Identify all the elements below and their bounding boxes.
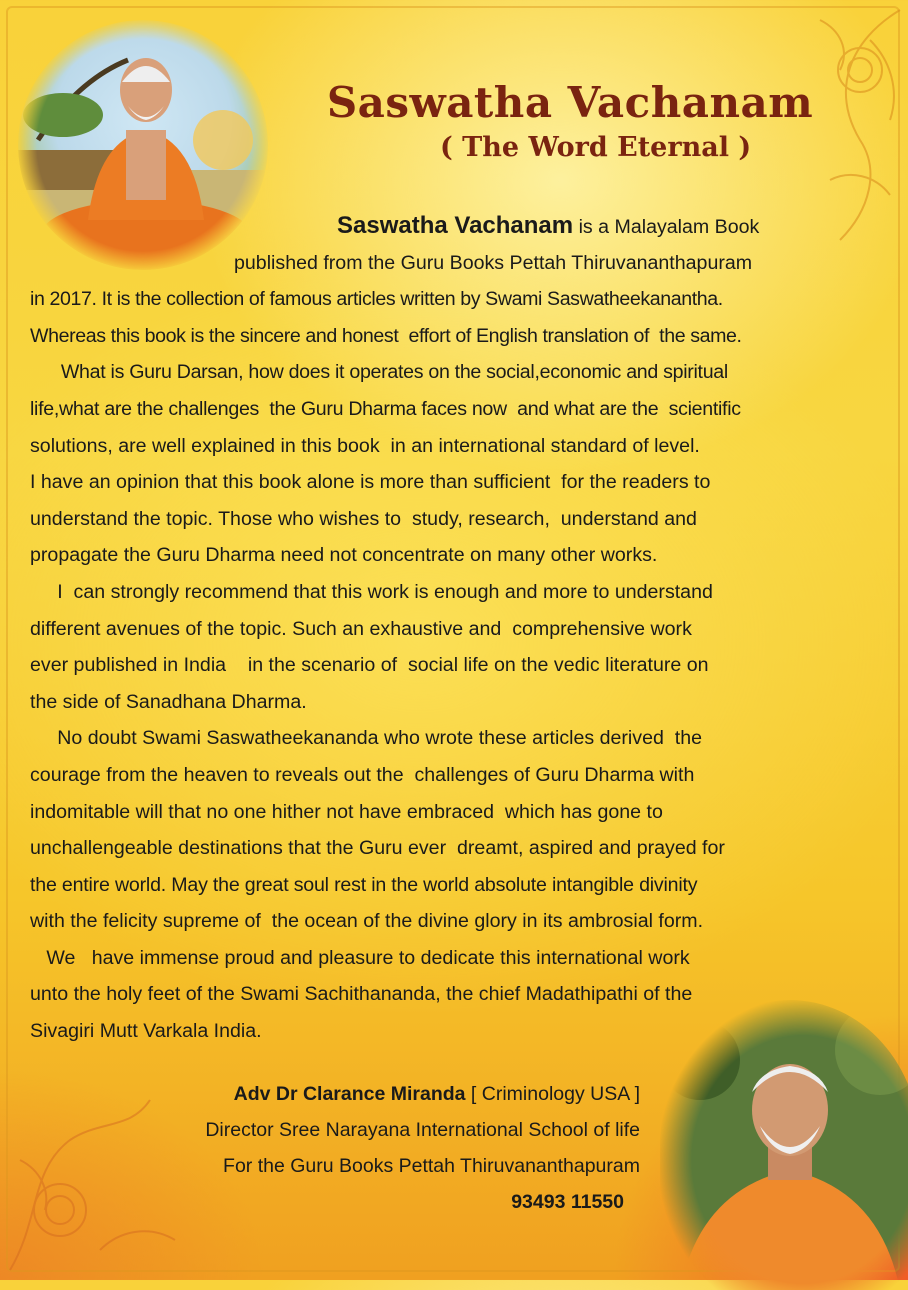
page-subtitle: ( The Word Eternal ) <box>440 132 752 163</box>
paragraph-line: life,what are the challenges the Guru Dharma faces now and what are the scientific <box>30 397 741 420</box>
signature-name: Adv Dr Clarance Miranda <box>233 1083 466 1105</box>
title-block <box>290 76 850 166</box>
paragraph-line: I have an opinion that this book alone is more than sufficient for the readers to <box>30 471 711 494</box>
paragraph-line: different avenues of the topic. Such an exhaustive and comprehensive work <box>30 617 692 640</box>
paragraph-line: We have immense proud and pleasure to dedicate this international work <box>30 946 690 969</box>
paragraph-line: with the felicity supreme of the ocean of the divine glory in its ambrosial form. <box>30 910 704 933</box>
signature-name-line <box>60 1076 640 1112</box>
paragraph-line: in 2017. It is the collection of famous articles written by Swami Saswatheekanantha. <box>30 288 723 311</box>
intro-lead-word: Saswatha Vachanam <box>337 212 574 239</box>
paragraph-line: unto the holy feet of the Swami Sachithananda, the chief Madathipathi of the <box>30 983 693 1006</box>
page-title: Saswatha Vachanam <box>326 78 814 127</box>
paragraph-line: the entire world. May the great soul rest in the world absolute intangible divinity <box>30 873 698 896</box>
paragraph-line: understand the topic. Those who wishes to study, research, understand and <box>30 507 697 530</box>
paragraph-line: No doubt Swami Saswatheekananda who wrote these articles derived the <box>30 727 703 750</box>
paragraph-line: propagate the Guru Dharma need not concentrate on many other works. <box>30 544 658 567</box>
paragraph-line: unchallengeable destinations that the Guru ever dreamt, aspired and prayed for <box>30 837 725 860</box>
paragraph-line: published from the Guru Books Pettah Thiruvananthapuram <box>234 251 753 274</box>
signature-credential: [ Criminology USA ] <box>465 1083 640 1105</box>
signature-org: For the Guru Books Pettah Thiruvananthapuram <box>223 1155 640 1177</box>
intro-rest: is a Malayalam Book <box>573 216 760 238</box>
paragraph-line: ever published in India in the scenario of social life on the vedic literature on <box>30 654 709 677</box>
paragraph-line: solutions, are well explained in this book in an international standard of level. <box>30 434 700 457</box>
paragraph-line: courage from the heaven to reveals out the challenges of Guru Dharma with <box>30 763 695 786</box>
signature-block <box>60 1076 640 1220</box>
paragraph-line: I can strongly recommend that this work is enough and more to understand <box>30 580 713 603</box>
signature-phone: 93493 11550 <box>511 1191 624 1213</box>
paragraph-line: the side of Sanadhana Dharma. <box>30 690 307 713</box>
paragraph-line: What is Guru Darsan, how does it operates on the social,economic and spiritual <box>30 361 728 384</box>
bottom-portrait-image <box>660 1000 908 1290</box>
swami-photo-illustration <box>660 1000 908 1290</box>
signature-role: Director Sree Narayana International School of life <box>205 1119 640 1141</box>
intro-line <box>30 208 892 245</box>
paragraph-line: Whereas this book is the sincere and honest effort of English translation of the same. <box>30 324 742 347</box>
body-text <box>30 208 892 1050</box>
paragraph-line: Sivagiri Mutt Varkala India. <box>30 1020 262 1043</box>
paragraph-line: indomitable will that no one hither not have embraced which has gone to <box>30 800 663 823</box>
